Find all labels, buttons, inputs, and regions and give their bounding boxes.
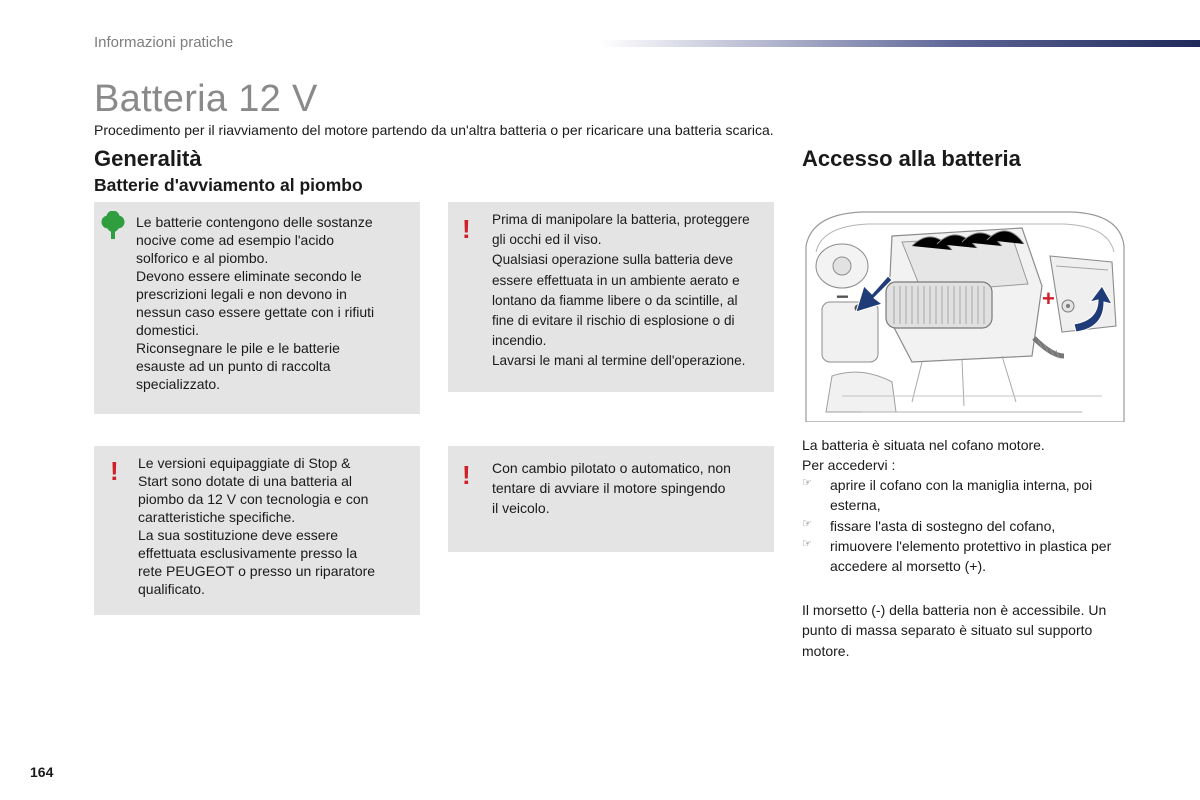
pointing-hand-icon: ☞ xyxy=(802,537,812,550)
engine-bay-figure xyxy=(802,206,1128,422)
tree-icon xyxy=(100,211,126,241)
page-title: Batteria 12 V xyxy=(94,78,318,120)
safety-warning-box xyxy=(448,202,774,392)
pointing-hand-icon: ☞ xyxy=(802,477,812,489)
page-number: 164 xyxy=(30,764,54,780)
stop-start-warning-text: Le versioni equipaggiate di Stop & Start sono dotate di una batteria al piombo da 12 V con tecnologia e con caratteristiche specifiche. La sua sostituzione deve essere effettuata esclusivamente presso la rete PEUGEOT o presso un riparatore qualificato. xyxy=(138,455,376,597)
battery-location-text: La batteria è situata nel cofano motore. xyxy=(802,437,1045,453)
step-text: aprire il cofano con la maniglia interna, poi esterna, xyxy=(830,477,1093,514)
safety-warning-text: Prima di manipolare la batteria, proteggere gli occhi ed il viso. Qualsiasi operazione sulla batteria deve essere effettuata in un ambiente aerato e lontano da fiamme libere o da scintille, al fine di evitare il rischio di esplosione o di incendio. Lavarsi le mani al termine dell'operazione. xyxy=(492,212,750,369)
heading-generalita: Generalità xyxy=(94,146,202,171)
exclamation-icon: ! xyxy=(462,214,471,244)
stop-start-warning-box xyxy=(94,446,420,615)
section-label: Informazioni pratiche xyxy=(94,34,234,51)
push-start-warning-text: Con cambio pilotato o automatico, non tentare di avviare il motore spingendo il veicolo. xyxy=(492,460,731,517)
exclamation-icon: ! xyxy=(110,456,119,486)
list-item xyxy=(802,516,1132,536)
pointing-hand-icon: ☞ xyxy=(802,517,812,530)
subheading-lead-batteries: Batterie d'avviamento al piombo xyxy=(94,175,363,195)
ground-point-note: Il morsetto (-) della batteria non è accessibile. Un punto di massa separato è situato sul supporto motore. xyxy=(802,602,1107,659)
header-bar xyxy=(600,40,1200,47)
step-text: fissare l'asta di sostegno del cofano, xyxy=(830,517,1056,534)
access-steps-list xyxy=(802,475,1132,576)
heading-accesso-batteria: Accesso alla batteria xyxy=(802,146,1021,171)
list-item xyxy=(802,475,1132,516)
intro-text: Procedimento per il riavviamento del motore partendo da un'altra batteria o per ricaricare una batteria scarica. xyxy=(94,122,774,138)
minus-terminal-label: − xyxy=(836,284,849,309)
list-item xyxy=(802,536,1132,577)
push-start-warning-box xyxy=(448,446,774,552)
step-text: rimuovere l'elemento protettivo in plastica per accedere al morsetto (+). xyxy=(830,537,1112,575)
eco-info-box xyxy=(94,202,420,414)
plus-terminal-label: + xyxy=(1042,286,1055,311)
access-intro-text: Per accedervi : xyxy=(802,457,896,473)
exclamation-icon: ! xyxy=(462,460,471,490)
eco-box-text: Le batterie contengono delle sostanze nocive come ad esempio l'acido solforico e al piombo. Devono essere eliminate secondo le prescrizioni legali e non devono in nessun caso essere gettate con i rifiuti domestici. Riconsegnare le pile e le batterie esauste ad un punto di raccolta specializzato. xyxy=(136,214,375,392)
